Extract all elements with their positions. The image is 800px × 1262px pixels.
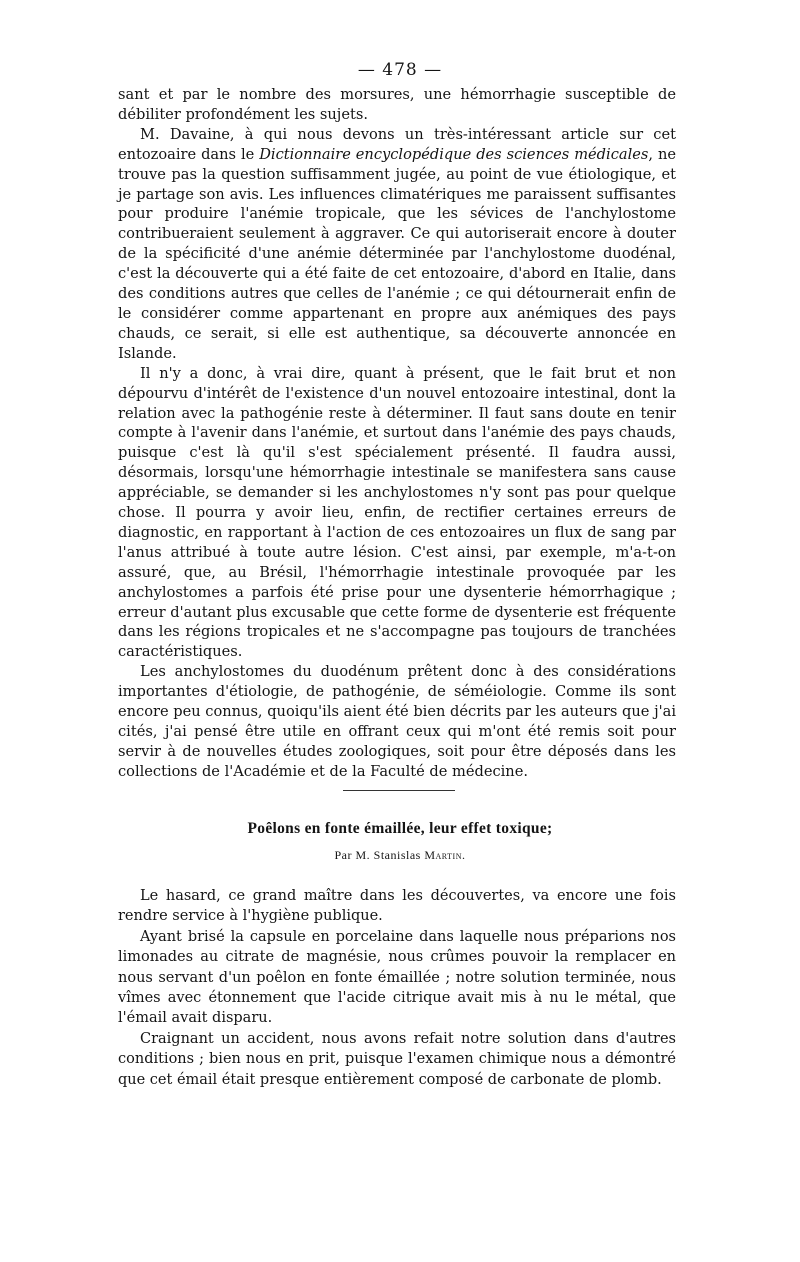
paragraph xyxy=(118,364,676,663)
paragraph xyxy=(118,125,676,364)
article-body-2 xyxy=(118,886,676,1090)
text-run: Les anchylostomes du duodénum prêtent donc à des considérations importantes d'étiologie, de pathogénie, de séméiologie. Comme ils sont encore peu connus, quoiqu'ils aient été bien décrits par les auteurs que j'ai cités, j'ai pensé être utile en offrant ceux qui m'ont été remis soit pour servir à de nouvelles études zoologiques, soit pour être déposés dans les collections de l'Académie et de la Faculté de médecine. xyxy=(118,663,676,780)
article-byline xyxy=(0,848,800,863)
page-number: — 478 — xyxy=(357,60,443,80)
text-run: Le hasard, ce grand maître dans les découvertes, va encore une fois rendre service à l'hygiène publique. xyxy=(118,888,676,925)
text-run: sant et par le nombre des morsures, une hémorrhagie susceptible de débiliter profondément les sujets. xyxy=(118,86,676,123)
text-run: , ne trouve pas la question suffisamment jugée, au point de vue étiologique, et je partage son avis. Les influences climatériques me paraissent suffisantes pour produire l'anémie tropicale, que les sévices de l'anchylostome contribueraient seulement à aggraver. Ce qui autoriserait encore à douter de la spécificité d'une anémie déterminée par l'anchylostome duodénal, c'est la découverte qui a été faite de cet entozoaire, d'abord en Italie, dans des conditions autres que celles de l'anémie ; ce qui détournerait enfin de le considérer comme appartenant en propre aux anémiques des pays chauds, ce serait, si elle est authentique, sa découverte annoncée en Islande. xyxy=(118,145,676,362)
article-body xyxy=(118,85,676,782)
paragraph xyxy=(118,927,676,1029)
italic-title: Dictionnaire encyclopédique des sciences médicales xyxy=(259,145,649,163)
text-run: Il n'y a donc, à vrai dire, quant à présent, que le fait brut et non dépourvu d'intérêt de l'existence d'un nouvel entozoaire intestinal, dont la relation avec la pathogénie reste à déterminer. Il faut sans doute en tenir compte à l'avenir dans l'anémie, et surtout dans l'anémie des pays chauds, puisque c'est là qu'il s'est spécialement présenté. Il faudra aussi, désormais, lorsqu'une hémorrhagie intestinale se manifestera sans cause appréciable, se demander si les anchylostomes n'y sont pas pour quelque chose. Il pourra y avoir lieu, enfin, de rectifier certaines erreurs de diagnostic, en rapportant à l'action de ces entozoaires un flux de sang par l'anus attribué à toute autre lésion. C'est ainsi, par exemple, m'a-t-on assuré, que, au Brésil, l'hémorrhagie intestinale provoquée par les anchylostomes a parfois été prise pour une dysenterie hémorrhagique ; erreur d'autant plus excusable que cette forme de dysenterie est fréquente dans les régions tropicales et ne s'accompagne pas toujours de tranchées caractéristiques. xyxy=(118,364,676,661)
text-run: Craignant un accident, nous avons refait notre solution dans d'autres conditions ; bien nous en prit, puisque l'examen chimique nous a démontré que cet émail était presque entièrement composé de carbonate de plomb. xyxy=(118,1030,676,1088)
paragraph xyxy=(118,1029,676,1090)
text-run: M. Davaine, à qui nous devons un très-intéressant article sur cet entozoaire dans le xyxy=(118,125,676,163)
paragraph xyxy=(118,886,676,927)
section-divider xyxy=(343,790,455,791)
paragraph xyxy=(118,662,676,781)
paragraph xyxy=(118,85,676,125)
byline-prefix: Par M. Stanislas xyxy=(334,848,425,862)
article-title: Poêlons en fonte émaillée, leur effet toxique; xyxy=(247,820,553,837)
text-run: Ayant brisé la capsule en porcelaine dans laquelle nous préparions nos limonades au citrate de magnésie, nous crûmes pouvoir la remplacer en nous servant d'un poêlon en fonte émaillée ; notre solution terminée, nous vîmes avec étonnement que l'acide citrique avait mis à nu le métal, que l'émail avait disparu. xyxy=(118,928,676,1027)
byline-surname: Martin. xyxy=(424,848,466,862)
